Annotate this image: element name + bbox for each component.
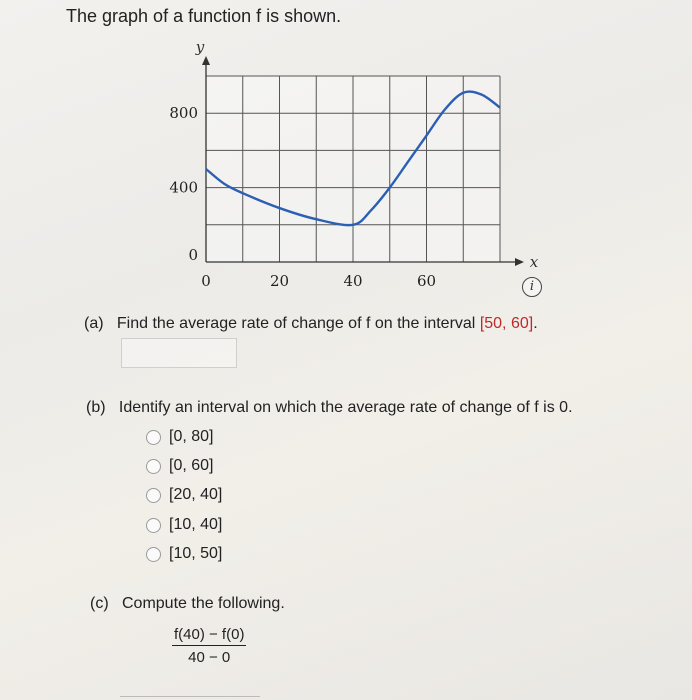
y-tick-label: 800: [169, 104, 198, 123]
part-b-question: [86, 399, 573, 417]
x-tick-label: 40: [343, 272, 363, 290]
x-axis-arrow-icon: [515, 258, 524, 266]
option-0-80[interactable]: [146, 428, 213, 446]
option-label: [10, 50]: [169, 545, 223, 562]
part-a-question: [84, 315, 538, 333]
y-tick-label: 0: [188, 246, 198, 264]
part-a-interval: [50, 60]: [479, 315, 534, 332]
option-label: [10, 40]: [169, 516, 223, 533]
x-tick-label: 20: [269, 272, 290, 290]
option-label: [0, 60]: [169, 457, 214, 474]
fraction-denominator: 40 − 0: [188, 649, 231, 666]
fraction-numerator: f(40) − f(0): [172, 626, 246, 646]
part-b-text: Identify an interval on which the average rate of change of f is 0.: [118, 399, 573, 416]
x-tick-label: 60: [416, 272, 437, 290]
part-a-answer-input[interactable]: [121, 338, 237, 368]
part-c-question: [90, 595, 285, 613]
option-label: [20, 40]: [169, 486, 223, 503]
y-tick-label: 400: [169, 178, 198, 197]
part-c-label: (c): [90, 595, 109, 612]
radio-icon[interactable]: [146, 488, 161, 503]
option-10-40[interactable]: [146, 516, 222, 534]
function-graph: [150, 38, 539, 295]
part-c-answer-input[interactable]: [120, 696, 260, 697]
radio-icon[interactable]: [146, 547, 161, 562]
info-icon[interactable]: i: [522, 277, 542, 297]
x-tick-label: 0: [201, 272, 211, 290]
fraction-expression: [172, 626, 246, 666]
option-label: [0, 80]: [169, 428, 214, 445]
part-c-text: Compute the following.: [122, 595, 285, 612]
radio-icon[interactable]: [146, 459, 161, 474]
problem-statement: The graph of a function f is shown.: [66, 6, 342, 26]
graph-svg: [150, 38, 539, 290]
radio-icon[interactable]: [146, 430, 161, 445]
x-axis-label: x: [529, 253, 539, 271]
option-0-60[interactable]: [146, 457, 213, 475]
part-a-period: .: [533, 315, 538, 332]
option-10-50[interactable]: [146, 545, 222, 563]
y-axis-label: y: [195, 38, 205, 56]
part-a-text: Find the average rate of change of f on the interval: [116, 315, 476, 332]
part-b-label: (b): [86, 399, 106, 416]
part-a-label: (a): [84, 315, 104, 332]
y-axis-arrow-icon: [202, 56, 210, 65]
option-20-40[interactable]: [146, 486, 222, 504]
radio-icon[interactable]: [146, 518, 161, 533]
